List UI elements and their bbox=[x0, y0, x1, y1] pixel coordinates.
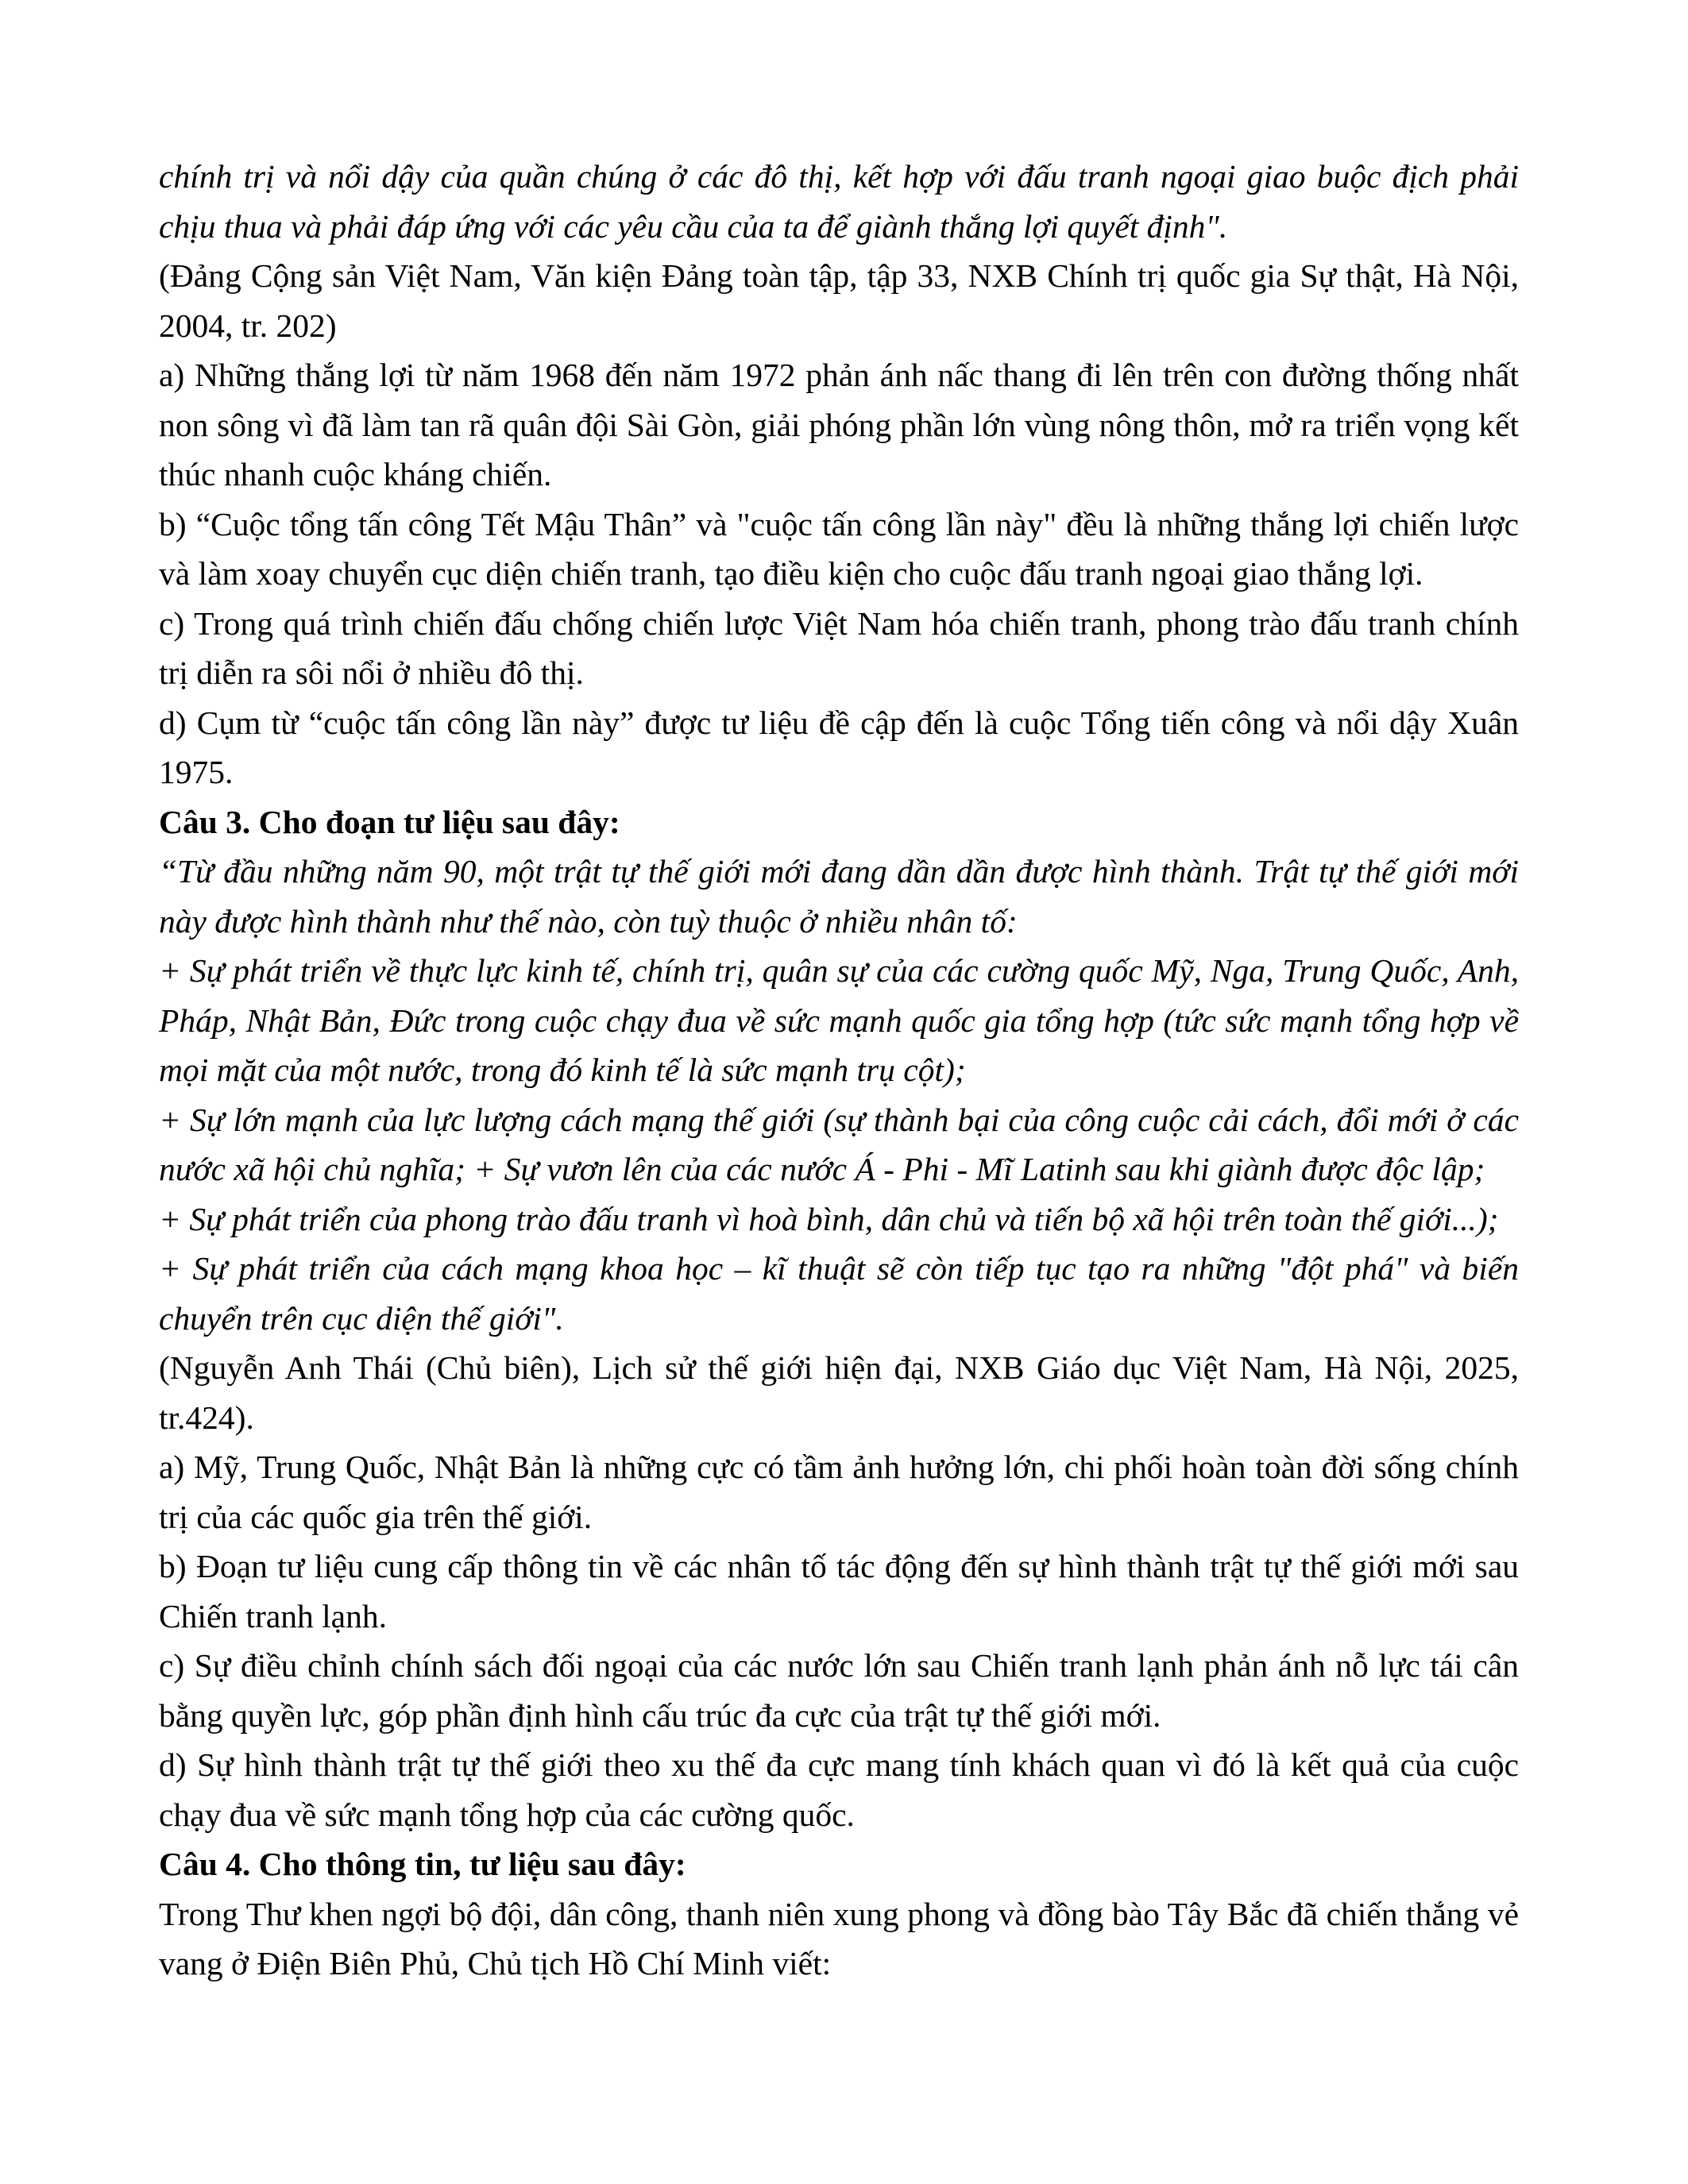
paragraph: (Nguyễn Anh Thái (Chủ biên), Lịch sử thế giới hiện đại, NXB Giáo dục Việt Nam, Hà Nội, 2025, tr.424). bbox=[159, 1349, 1519, 1436]
paragraph: b) “Cuộc tổng tấn công Tết Mậu Thân” và "cuộc tấn công lần này" đều là những thắng lợi chiến lược và làm xoay chuyển cục diện chiến tranh, tạo điều kiện cho cuộc đấu tranh ngoại giao thắng lợi. bbox=[159, 505, 1519, 592]
quoted-passage: chính trị và nổi dậy của quần chúng ở các đô thị, kết hợp với đấu tranh ngoại giao buộc địch phải chịu thua và phải đáp ứng với các yêu cầu của ta để giành thắng lợi quyết định". bbox=[159, 158, 1519, 245]
paragraph: d) Cụm từ “cuộc tấn công lần này” được tư liệu đề cập đến là cuộc Tổng tiến công và nổi dậy Xuân 1975. bbox=[159, 704, 1519, 790]
quoted-passage: + Sự phát triển của cách mạng khoa học – kĩ thuật sẽ còn tiếp tục tạo ra những "đột phá" và biến chuyển trên cục diện thế giới". bbox=[159, 1250, 1519, 1337]
paragraph: Trong Thư khen ngợi bộ đội, dân công, thanh niên xung phong và đồng bào Tây Bắc đã chiến thắng vẻ vang ở Điện Biên Phủ, Chủ tịch Hồ Chí Minh viết: bbox=[159, 1895, 1519, 1981]
paragraph: a) Những thắng lợi từ năm 1968 đến năm 1972 phản ánh nấc thang đi lên trên con đường thống nhất non sông vì đã làm tan rã quân đội Sài Gòn, giải phóng phần lớn vùng nông thôn, mở ra triển vọng kết thúc nhanh cuộc kháng chiến. bbox=[159, 357, 1519, 492]
paragraph: (Đảng Cộng sản Việt Nam, Văn kiện Đảng toàn tập, tập 33, NXB Chính trị quốc gia Sự thật, Hà Nội, 2004, tr. 202) bbox=[159, 257, 1519, 344]
quoted-passage: + Sự phát triển về thực lực kinh tế, chính trị, quân sự của các cường quốc Mỹ, Nga, Trung Quốc, Anh, Pháp, Nhật Bản, Đức trong cuộc chạy đua về sức mạnh quốc gia tổng hợp (tức sức mạnh tổng hợp về mọi mặt của một nước, trong đó kinh tế là sức mạnh trụ cột); bbox=[159, 952, 1519, 1088]
quoted-passage: + Sự lớn mạnh của lực lượng cách mạng thế giới (sự thành bại của công cuộc cải cách, đổi mới ở các nước xã hội chủ nghĩa; + Sự vươn lên của các nước Á - Phi - Mĩ Latinh sau khi giành được độc lập; bbox=[159, 1101, 1519, 1187]
paragraph: b) Đoạn tư liệu cung cấp thông tin về các nhân tố tác động đến sự hình thành trật tự thế giới mới sau Chiến tranh lạnh. bbox=[159, 1548, 1519, 1634]
paragraph: c) Sự điều chỉnh chính sách đối ngoại của các nước lớn sau Chiến tranh lạnh phản ánh nỗ lực tái cân bằng quyền lực, góp phần định hình cấu trúc đa cực của trật tự thế giới mới. bbox=[159, 1647, 1519, 1734]
document-page bbox=[159, 152, 1519, 1989]
paragraph: c) Trong quá trình chiến đấu chống chiến lược Việt Nam hóa chiến tranh, phong trào đấu tranh chính trị diễn ra sôi nổi ở nhiều đô thị. bbox=[159, 604, 1519, 691]
question-heading: Câu 3. Cho đoạn tư liệu sau đây: bbox=[159, 803, 620, 840]
question-heading: Câu 4. Cho thông tin, tư liệu sau đây: bbox=[159, 1846, 686, 1882]
paragraph: d) Sự hình thành trật tự thế giới theo xu thế đa cực mang tính khách quan vì đó là kết quả của cuộc chạy đua về sức mạnh tổng hợp của các cường quốc. bbox=[159, 1746, 1519, 1833]
quoted-passage: “Từ đầu những năm 90, một trật tự thế giới mới đang dần dần được hình thành. Trật tự thế giới mới này được hình thành như thế nào, còn tuỳ thuộc ở nhiều nhân tố: bbox=[159, 853, 1519, 940]
paragraph: a) Mỹ, Trung Quốc, Nhật Bản là những cực có tầm ảnh hưởng lớn, chi phối hoàn toàn đời sống chính trị của các quốc gia trên thế giới. bbox=[159, 1449, 1519, 1535]
quoted-passage: + Sự phát triển của phong trào đấu tranh vì hoà bình, dân chủ và tiến bộ xã hội trên toàn thế giới...); bbox=[159, 1200, 1499, 1237]
